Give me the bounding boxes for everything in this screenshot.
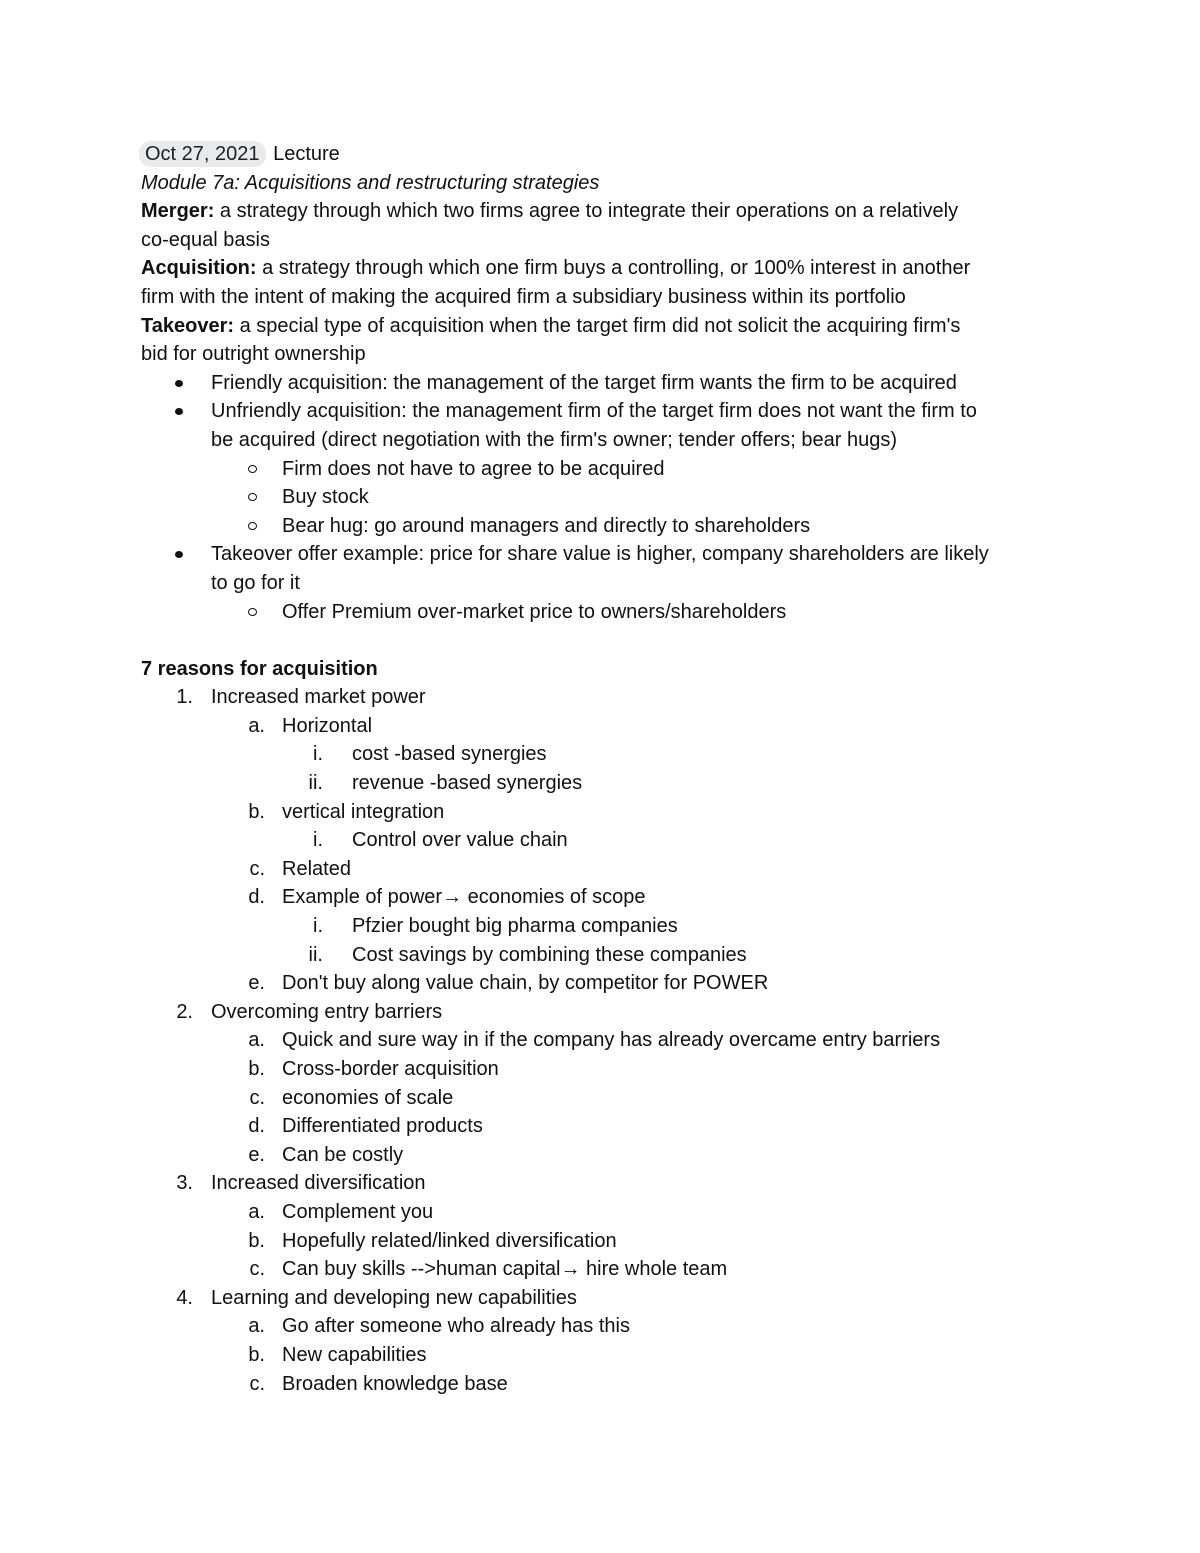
definition-term: Acquisition:: [141, 257, 257, 280]
list-marker: 2.: [176, 1000, 193, 1023]
definition-acquisition-cont: firm with the intent of making the acquired firm a subsidiary business within its portfolio: [141, 285, 906, 308]
reason-subsubitem: [141, 912, 1061, 941]
definition-merger-cont: co-equal basis: [141, 228, 270, 251]
reason-item: [141, 998, 1061, 1027]
list-item-text: Overcoming entry barriers: [211, 1000, 443, 1023]
definition-text: a strategy through which two firms agree to integrate their operations on a relatively: [214, 200, 959, 223]
list-item-text: Quick and sure way in if the company has already overcame entry barriers: [282, 1029, 941, 1052]
reason-subsubitem: [141, 826, 1061, 855]
list-marker: c.: [249, 1086, 265, 1109]
definition-term: Takeover:: [141, 314, 235, 337]
sub-bullet-text: Firm does not have to agree to be acquired: [282, 457, 665, 480]
list-item-text: economies of scale: [282, 1086, 454, 1109]
reason-subitem: [141, 1255, 1061, 1284]
list-marker: b.: [248, 1229, 265, 1252]
list-item-text: Related: [282, 857, 351, 880]
list-marker: a.: [248, 1029, 265, 1052]
reason-subitem: [141, 1084, 1061, 1113]
document-body: [141, 140, 1061, 1398]
date-chip[interactable]: Oct 27, 2021: [139, 141, 266, 167]
spacer: [141, 626, 1061, 655]
list-item-text: Don't buy along value chain, by competitor for POWER: [282, 972, 769, 995]
sub-bullet-item: [141, 598, 1061, 627]
list-marker: e.: [248, 1143, 265, 1166]
list-marker: 3.: [176, 1172, 193, 1195]
list-item-text: revenue -based synergies: [352, 772, 583, 795]
list-item-text: Can buy skills -->human capital→ hire whole team: [282, 1258, 728, 1281]
reason-subitem: [141, 1312, 1061, 1341]
list-item-text: Control over value chain: [352, 829, 568, 852]
reason-subitem: [141, 712, 1061, 741]
list-item-text: cost -based synergies: [352, 743, 547, 766]
title-line: [141, 140, 1061, 169]
list-item-text: Differentiated products: [282, 1115, 483, 1138]
bullet-dot-icon: [175, 380, 183, 387]
reason-subitem: [141, 1370, 1061, 1399]
list-item-text: New capabilities: [282, 1343, 427, 1366]
reason-subitem: [141, 1026, 1061, 1055]
definition-takeover: [141, 312, 1061, 341]
list-marker: d.: [248, 1115, 265, 1138]
list-marker: a.: [248, 1315, 265, 1338]
reason-item: [141, 1169, 1061, 1198]
reason-subitem: [141, 1141, 1061, 1170]
bullet-text: Takeover offer example: price for share value is higher, company shareholders are likely: [211, 543, 989, 566]
sub-bullet-text: Offer Premium over-market price to owners/shareholders: [282, 600, 787, 623]
list-item-text: Horizontal: [282, 714, 373, 737]
bullet-circle-icon: [248, 465, 257, 473]
bullet-item: [141, 369, 1061, 398]
list-marker: b.: [248, 800, 265, 823]
list-item-text: Learning and developing new capabilities: [211, 1286, 577, 1309]
list-item-text: Complement you: [282, 1200, 434, 1223]
list-marker: c.: [249, 857, 265, 880]
bullet-dot-icon: [175, 551, 183, 558]
reason-subsubitem: [141, 769, 1061, 798]
reason-subitem: [141, 1227, 1061, 1256]
list-item-text: vertical integration: [282, 800, 445, 823]
reason-subitem: [141, 1112, 1061, 1141]
list-marker: c.: [249, 1258, 265, 1281]
reason-subitem: [141, 969, 1061, 998]
list-marker: 4.: [176, 1286, 193, 1309]
bullet-item-cont: to go for it: [211, 571, 300, 594]
reasons-list: [141, 683, 1061, 1398]
list-marker: b.: [248, 1058, 265, 1080]
section-heading: 7 reasons for acquisition: [141, 657, 378, 680]
sub-bullet-item: [141, 512, 1061, 541]
definition-text: a strategy through which one firm buys a controlling, or 100% interest in another: [256, 257, 971, 280]
bullet-item: [141, 397, 1061, 426]
bullet-dot-icon: [175, 408, 183, 415]
list-item-text: Pfzier bought big pharma companies: [352, 915, 678, 938]
list-marker: e.: [248, 972, 265, 995]
definition-acquisition: [141, 254, 1061, 283]
sub-bullet-item: [141, 483, 1061, 512]
list-marker: i.: [313, 915, 323, 938]
bullet-circle-icon: [248, 493, 257, 501]
list-marker: b.: [248, 1343, 265, 1366]
sub-bullet-item: [141, 455, 1061, 484]
bullet-text: Unfriendly acquisition: the management firm of the target firm does not want the firm to: [211, 400, 977, 423]
list-item-text: Increased diversification: [211, 1172, 426, 1195]
list-item-text: Can be costly: [282, 1143, 404, 1166]
definition-takeover-cont: bid for outright ownership: [141, 343, 366, 366]
bullet-text: Friendly acquisition: the management of the target firm wants the firm to be acquired: [211, 371, 957, 394]
reason-subitem: [141, 1198, 1061, 1227]
list-marker: a.: [248, 1200, 265, 1223]
definition-text: a special type of acquisition when the target firm did not solicit the acquiring firm's: [234, 314, 961, 337]
bullet-item: [141, 540, 1061, 569]
list-marker: d.: [248, 886, 265, 909]
reason-subitem: [141, 855, 1061, 884]
reason-subsubitem: [141, 941, 1061, 970]
list-item-text: Increased market power: [211, 686, 426, 709]
definition-term: Merger:: [141, 200, 215, 223]
reason-subitem: [141, 1341, 1061, 1370]
list-marker: a.: [248, 714, 265, 737]
list-item-text: Go after someone who already has this: [282, 1315, 630, 1338]
bullet-circle-icon: [248, 608, 257, 616]
list-item-text: Broaden knowledge base: [282, 1372, 508, 1395]
sub-bullet-text: Bear hug: go around managers and directly to shareholders: [282, 514, 811, 537]
reason-subitem: [141, 1055, 1061, 1084]
reason-subitem: [141, 883, 1061, 912]
list-marker: ii.: [308, 772, 323, 795]
list-marker: 1.: [176, 686, 193, 709]
reason-subitem: [141, 798, 1061, 827]
list-marker: c.: [249, 1372, 265, 1395]
list-item-text: Cross-border acquisition: [282, 1058, 499, 1080]
sub-bullet-text: Buy stock: [282, 486, 369, 509]
reason-subsubitem: [141, 740, 1061, 769]
list-item-text: Hopefully related/linked diversification: [282, 1229, 617, 1252]
definition-merger: [141, 197, 1061, 226]
list-marker: i.: [313, 829, 323, 852]
list-marker: ii.: [308, 943, 323, 966]
bullet-circle-icon: [248, 522, 257, 530]
bullet-item-cont: be acquired (direct negotiation with the firm's owner; tender offers; bear hugs): [211, 428, 898, 451]
reason-item: [141, 1284, 1061, 1313]
module-subtitle: Module 7a: Acquisitions and restructuring strategies: [141, 171, 600, 194]
page-title: Lecture: [273, 143, 340, 165]
list-item-text: Example of power→ economies of scope: [282, 886, 646, 909]
list-marker: i.: [313, 743, 323, 766]
reason-item: [141, 683, 1061, 712]
list-item-text: Cost savings by combining these companies: [352, 943, 747, 966]
